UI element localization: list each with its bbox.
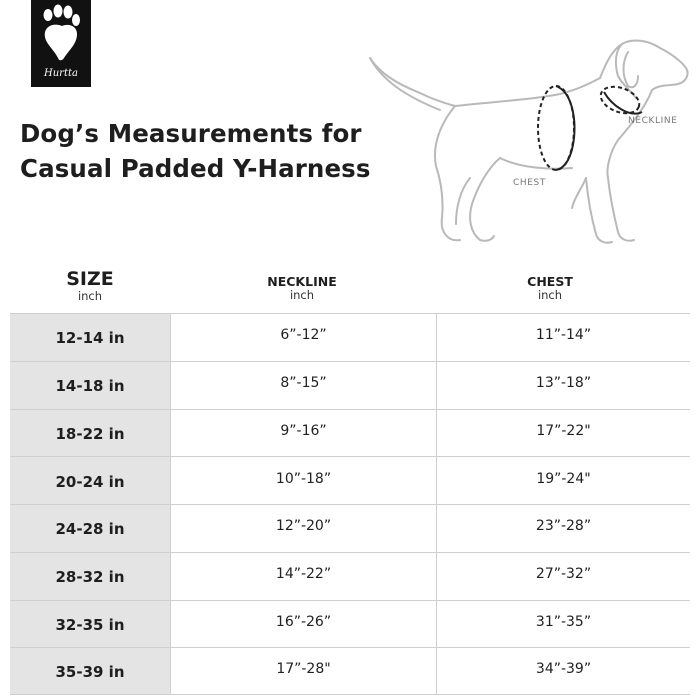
page-title <box>20 116 400 186</box>
neckline-header-label: NECKLINE <box>267 274 337 289</box>
chest-cell: 34”-39” <box>436 648 690 694</box>
size-cell: 14-18 in <box>10 362 170 409</box>
neckline-cell: 8”-15” <box>170 362 436 409</box>
chest-header-unit: inch <box>537 288 563 302</box>
neckline-column-header <box>222 275 382 301</box>
neckline-cell: 14”-22” <box>170 553 436 600</box>
size-cell: 24-28 in <box>10 505 170 552</box>
chest-cell: 31”-35” <box>436 601 690 648</box>
title-line-1: Dog’s Measurements for <box>20 119 362 148</box>
chest-header-label: CHEST <box>527 274 573 289</box>
table-row <box>10 361 690 409</box>
neckline-header-unit: inch <box>289 288 315 302</box>
chest-cell: 11”-14” <box>436 314 690 361</box>
neckline-cell: 9”-16” <box>170 410 436 457</box>
neckline-cell: 16”-26” <box>170 601 436 648</box>
dog-measurement-diagram <box>360 28 690 250</box>
size-cell: 12-14 in <box>10 314 170 361</box>
table-row <box>10 600 690 648</box>
table-row <box>10 647 690 695</box>
size-cell: 32-35 in <box>10 601 170 648</box>
table-row <box>10 552 690 600</box>
title-line-2: Casual Padded Y-Harness <box>20 154 371 183</box>
size-header-label: SIZE <box>66 268 114 290</box>
neckline-cell: 6”-12” <box>170 314 436 361</box>
neckline-cell: 17”-28" <box>170 648 436 694</box>
table-row <box>10 313 690 361</box>
size-column-header <box>30 268 150 302</box>
size-cell: 18-22 in <box>10 410 170 457</box>
chest-cell: 13”-18” <box>436 362 690 409</box>
size-cell: 28-32 in <box>10 553 170 600</box>
paw-logo-icon <box>31 0 91 87</box>
table-row <box>10 504 690 552</box>
size-cell: 20-24 in <box>10 457 170 504</box>
neckline-diagram-label: NECKLINE <box>628 116 678 126</box>
size-table <box>10 313 690 695</box>
chest-cell: 19”-24" <box>436 457 690 504</box>
brand-logo <box>31 0 91 87</box>
chest-cell: 17”-22" <box>436 410 690 457</box>
chest-diagram-label: CHEST <box>513 178 546 188</box>
size-cell: 35-39 in <box>10 648 170 694</box>
brand-logo-text: Hurtta <box>44 68 78 79</box>
neckline-cell: 12”-20” <box>170 505 436 552</box>
table-row <box>10 409 690 457</box>
size-header-unit: inch <box>77 289 103 303</box>
table-row <box>10 456 690 504</box>
chest-column-header <box>470 275 630 301</box>
neckline-cell: 10”-18” <box>170 457 436 504</box>
chest-cell: 23”-28” <box>436 505 690 552</box>
chest-cell: 27”-32” <box>436 553 690 600</box>
